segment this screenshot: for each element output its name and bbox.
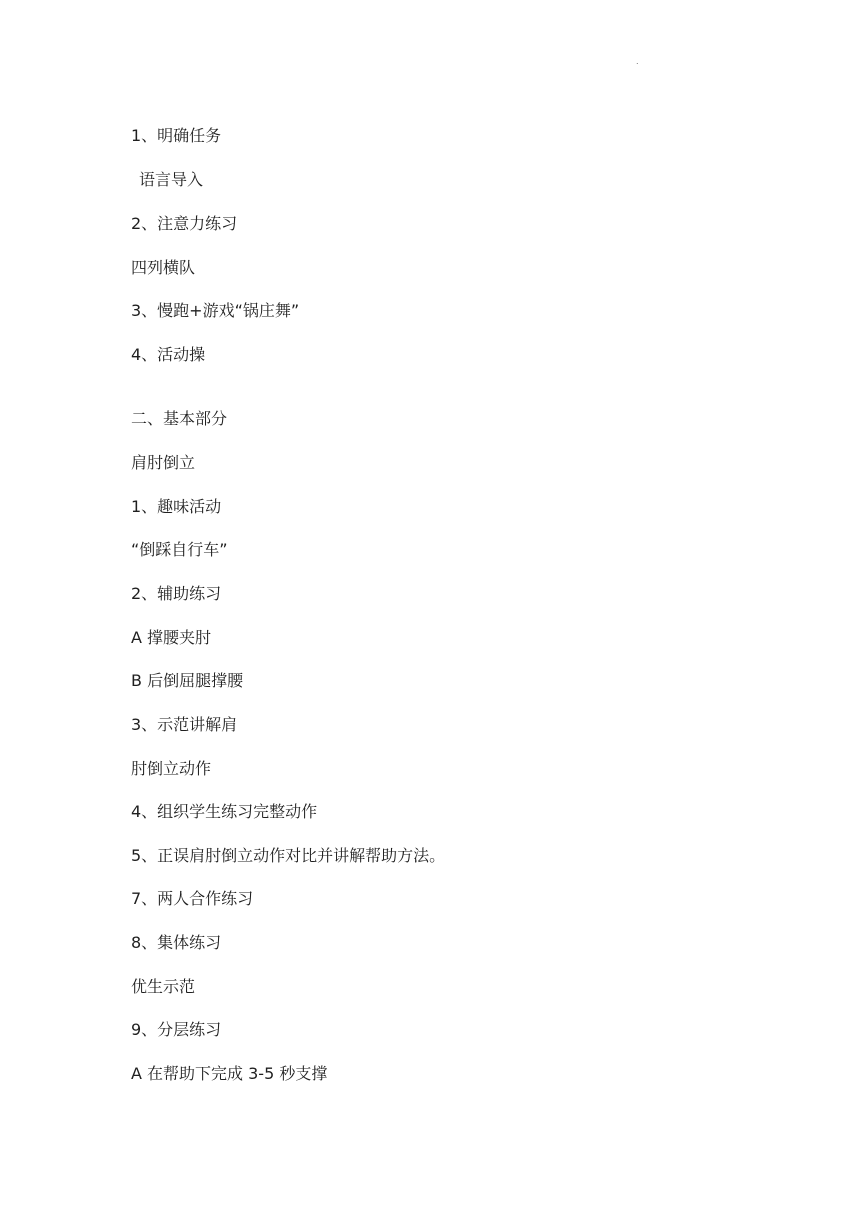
line-top-student-demo: 优生示范 <box>131 977 196 996</box>
line-reverse-bicycle: “倒踩自行车” <box>131 540 228 559</box>
line-1-clarify-task: 1、明确任务 <box>131 126 222 145</box>
line-1-fun-activity: 1、趣味活动 <box>131 497 222 516</box>
line-4-exercise: 4、活动操 <box>131 345 206 364</box>
line-stand-action: 肘倒立动作 <box>131 759 212 778</box>
line-4-organize-practice: 4、组织学生练习完整动作 <box>131 802 318 821</box>
line-a-waist-support: A 撑腰夹肘 <box>131 628 212 647</box>
line-language-intro: 语言导入 <box>139 170 204 189</box>
line-3-demonstration: 3、示范讲解肩 <box>131 715 238 734</box>
line-b-fall-back: B 后倒屈腿撑腰 <box>131 671 244 690</box>
line-shoulder-stand: 肩肘倒立 <box>131 453 196 472</box>
line-5-compare: 5、正误肩肘倒立动作对比并讲解帮助方法。 <box>131 846 446 865</box>
line-8-group-practice: 8、集体练习 <box>131 933 222 952</box>
line-four-rows: 四列横队 <box>131 258 196 277</box>
section-heading-basic-part: 二、基本部分 <box>131 409 228 428</box>
line-2-auxiliary-practice: 2、辅助练习 <box>131 584 222 603</box>
line-3-jog-game: 3、慢跑+游戏“锅庄舞” <box>131 301 300 320</box>
line-9-tiered-practice: 9、分层练习 <box>131 1020 222 1039</box>
line-a-assisted-support: A 在帮助下完成 3-5 秒支撑 <box>131 1064 328 1083</box>
line-2-attention-practice: 2、注意力练习 <box>131 214 238 233</box>
page-corner-mark: . <box>636 57 639 66</box>
line-7-pair-practice: 7、两人合作练习 <box>131 889 254 908</box>
